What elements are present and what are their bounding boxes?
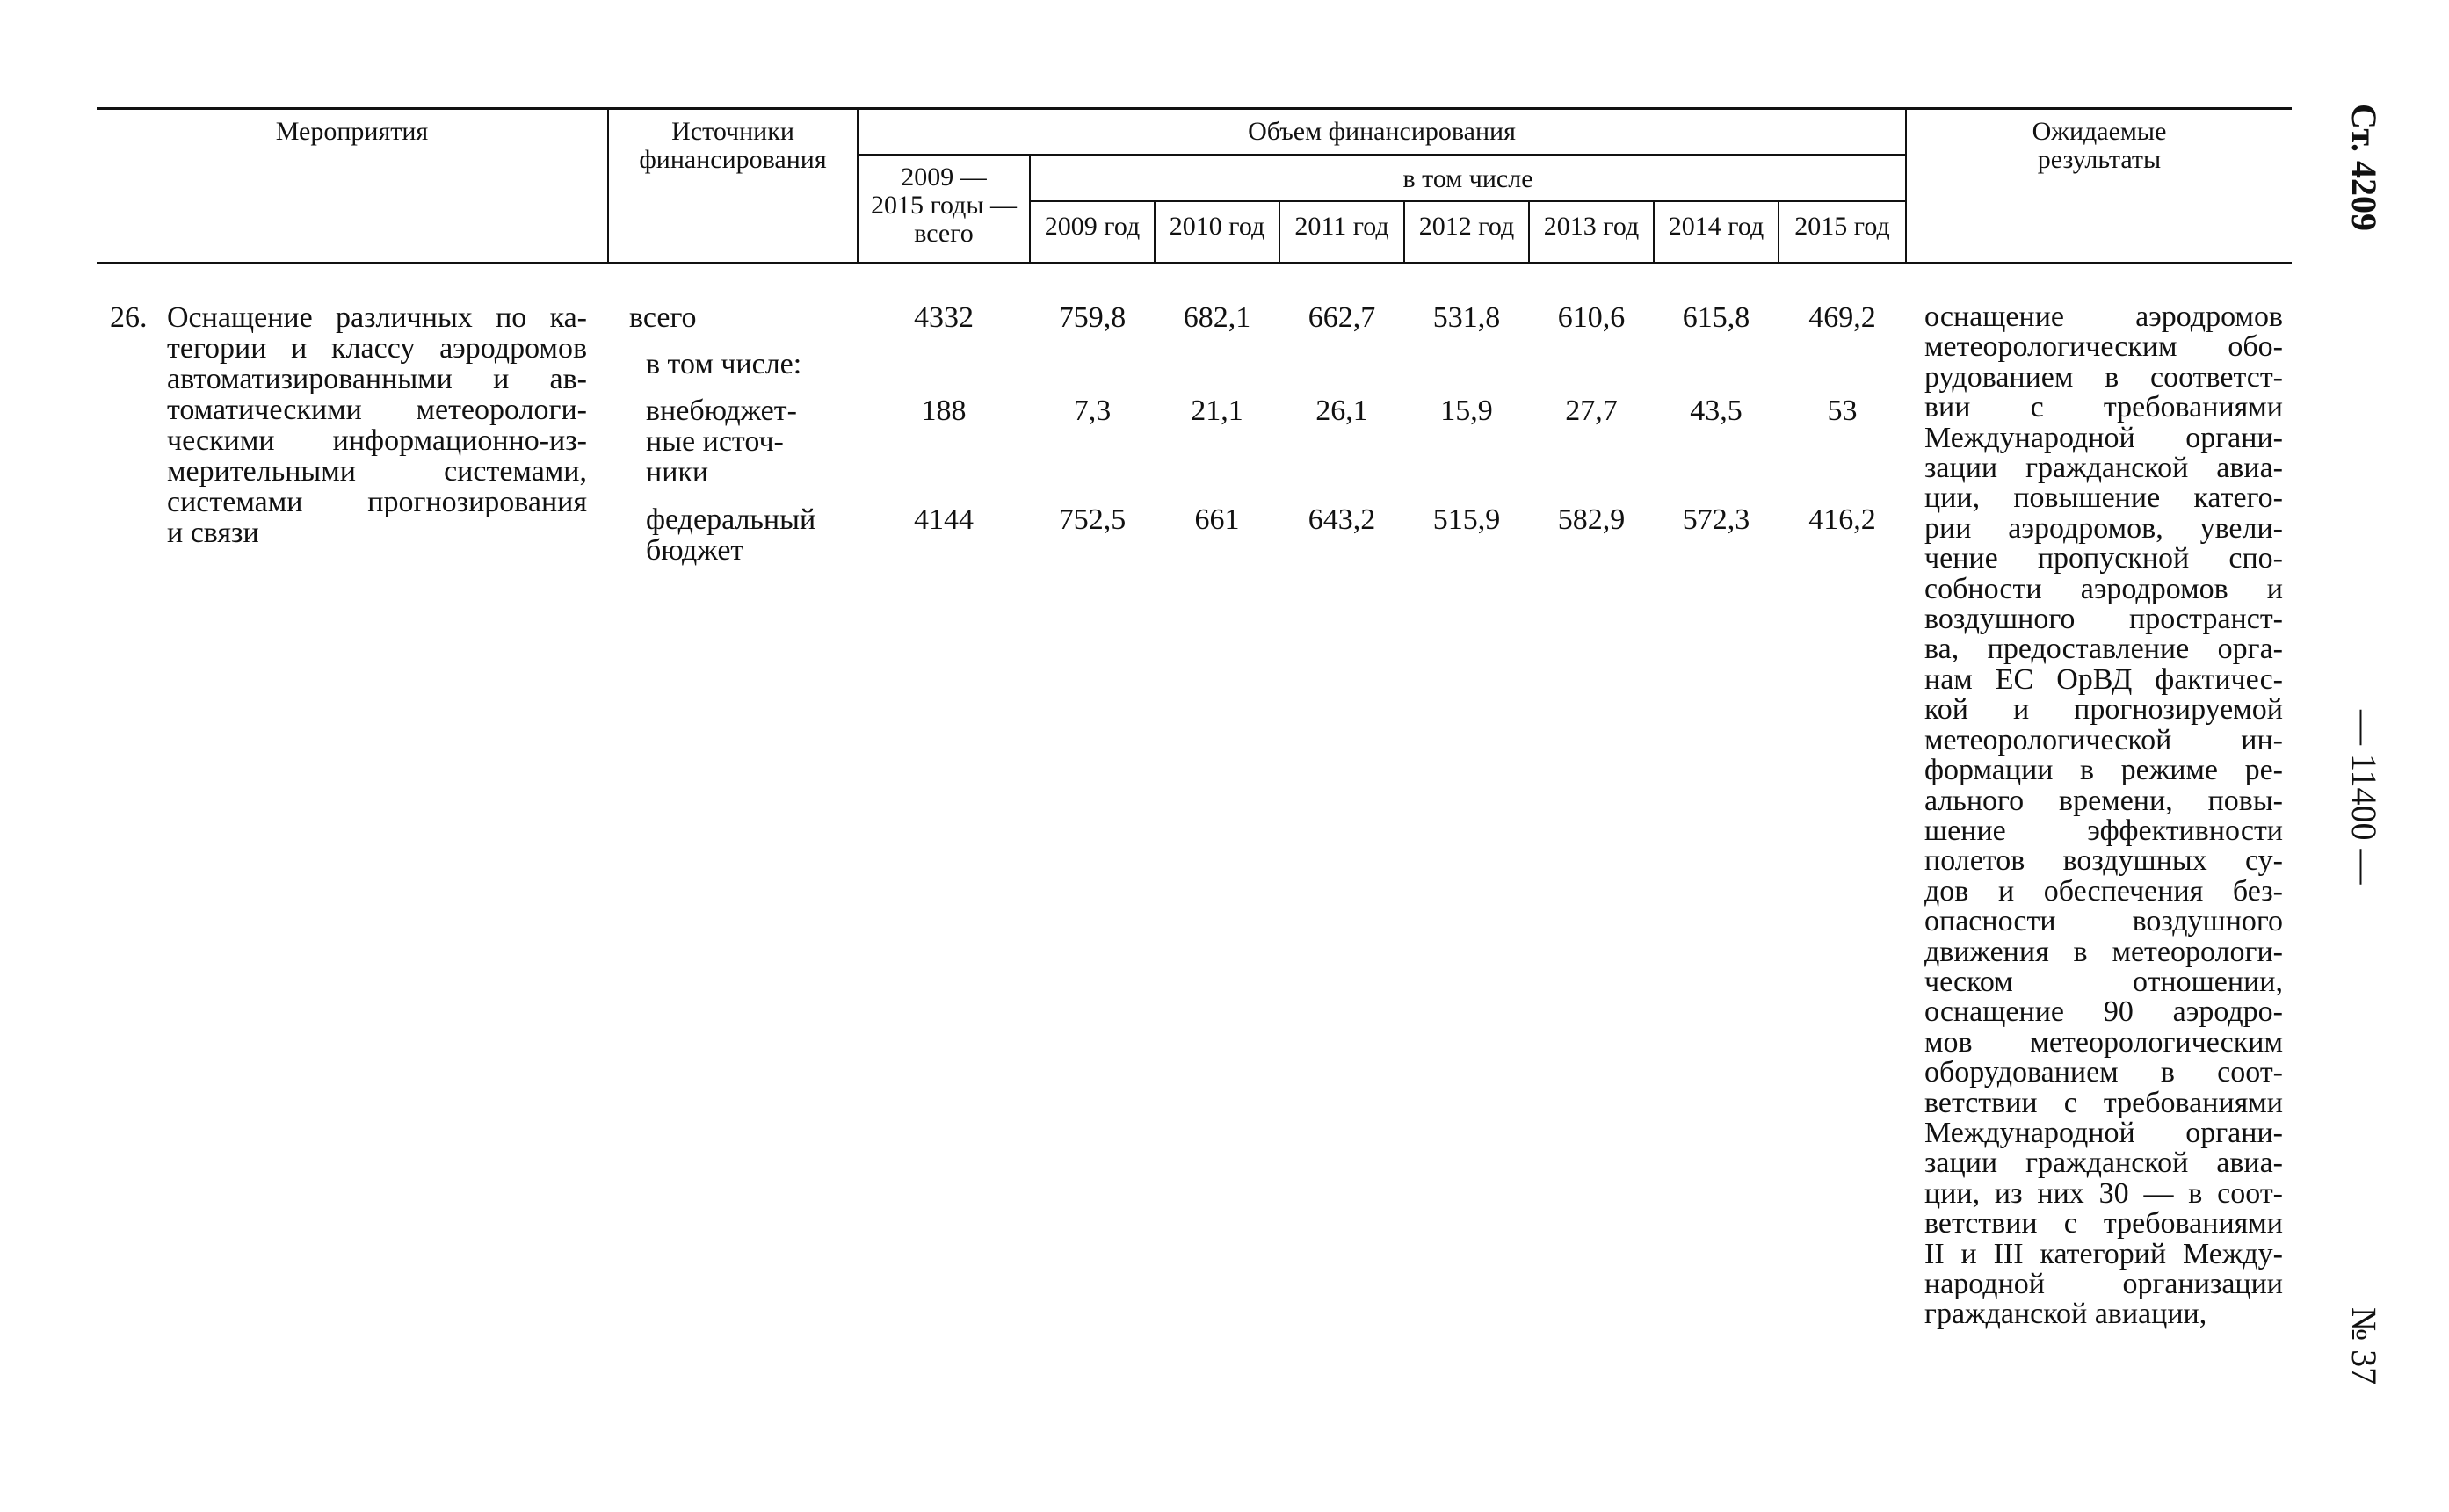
value-total-all: 4332 [914, 301, 974, 334]
table-top-rule [97, 107, 2292, 110]
value-total-2010: 682,1 [1183, 301, 1251, 334]
activity-line: Оснащение различных по ка- [167, 301, 587, 334]
value-total-2013: 610,6 [1557, 301, 1626, 334]
results-line: зации гражданской авиа- [1924, 452, 2283, 485]
source-extrabudget [646, 395, 797, 488]
header-sources-line1: Источники [671, 117, 794, 146]
value-extrabudget-all: 188 [921, 394, 967, 427]
header-year-2011: 2011 год [1294, 212, 1389, 241]
source-including: в том числе: [646, 348, 802, 380]
header-results-line1: Ожидаемые [2032, 117, 2167, 146]
value-total-2014: 615,8 [1682, 301, 1750, 334]
results-line: собности аэродромов и [1924, 572, 2283, 605]
results-line: метеорологической ин- [1924, 723, 2283, 756]
results-line: ального времени, повы- [1924, 784, 2283, 817]
results-line: рии аэродромов, увели- [1924, 511, 2283, 545]
header-year-2009: 2009 год [1044, 212, 1141, 241]
value-federal-2014: 572,3 [1682, 503, 1750, 536]
value-federal-2009: 752,5 [1058, 503, 1127, 536]
header-sources-line2: финансирования [639, 145, 827, 174]
header-rule-including [1029, 200, 1907, 202]
results-line: оснащение 90 аэродро- [1924, 995, 2283, 1029]
results-line: ва, предоставление орга- [1924, 633, 2283, 666]
value-federal-2013: 582,9 [1557, 503, 1626, 536]
activity-line: мерительными системами, [167, 455, 587, 488]
header-total [859, 163, 1029, 248]
results-line: чение пропускной спо- [1924, 542, 2283, 575]
header-year-2013: 2013 год [1543, 212, 1640, 241]
source-total: всего [629, 301, 697, 334]
results-line: опасности воздушного [1924, 905, 2283, 938]
results-line: мов метеорологическим [1924, 1025, 2283, 1059]
activity-line: ческими информационно-из- [167, 424, 587, 457]
results-line: оснащение аэродромов [1924, 300, 2283, 333]
results-line: Международной органи- [1924, 421, 2283, 454]
value-federal-2012: 515,9 [1432, 503, 1501, 536]
results-line: формации в режиме ре- [1924, 754, 2283, 787]
value-federal-2011: 643,2 [1308, 503, 1376, 536]
results-line: народной организации [1924, 1268, 2283, 1300]
results-line: ческом отношении, [1924, 965, 2283, 998]
side-page-number: — 11400 — [2344, 710, 2384, 885]
value-extrabudget-2011: 26,1 [1315, 394, 1368, 427]
header-total-line3: всего [914, 219, 974, 248]
results-line: метеорологическим обо- [1924, 330, 2283, 364]
activity-line: тегории и классу аэродромов [167, 332, 587, 365]
results-line: полетов воздушных су- [1924, 844, 2283, 878]
results-line: дов и обеспечения без- [1924, 874, 2283, 908]
source-federal-line: федеральный [646, 503, 816, 536]
value-extrabudget-2010: 21,1 [1191, 394, 1243, 427]
source-extrabudget-line: ные источ- [646, 425, 784, 458]
value-federal-2015: 416,2 [1808, 503, 1876, 536]
value-extrabudget-2015: 53 [1827, 394, 1858, 427]
value-extrabudget-2012: 15,9 [1440, 394, 1493, 427]
value-total-2012: 531,8 [1432, 301, 1501, 334]
value-extrabudget-2014: 43,5 [1690, 394, 1743, 427]
header-year-2015: 2015 год [1794, 212, 1890, 241]
value-federal-all: 4144 [914, 503, 974, 536]
results-line: движения в метеорологи- [1924, 935, 2283, 968]
header-results-line2: результаты [2037, 145, 2162, 174]
results-line: ции, из них 30 — в соот- [1924, 1176, 2283, 1210]
value-extrabudget-2009: 7,3 [1073, 394, 1112, 427]
results-line: нам ЕС ОрВД фактичес- [1924, 662, 2283, 696]
activity-text [167, 302, 587, 548]
header-results [1907, 118, 2292, 174]
activity-line: автоматизированными и ав- [167, 363, 587, 395]
header-activities: Мероприятия [275, 117, 429, 146]
header-rule-funding [857, 154, 1907, 156]
activity-line: системами прогнозирования [167, 486, 587, 518]
source-extrabudget-line: ники [646, 456, 709, 488]
header-year-2010: 2010 год [1169, 212, 1265, 241]
value-total-2015: 469,2 [1808, 301, 1876, 334]
value-total-2011: 662,7 [1308, 301, 1376, 334]
source-extrabudget-line: внебюджет- [646, 394, 797, 427]
value-federal-2010: 661 [1194, 503, 1240, 536]
side-article: Ст. 4209 [2344, 104, 2384, 231]
header-bottom-rule [97, 262, 2292, 264]
activity-line: и связи [167, 517, 259, 549]
row-number: 26. [110, 301, 148, 334]
results-line: вии с требованиями [1924, 391, 2283, 424]
value-extrabudget-2013: 27,7 [1565, 394, 1618, 427]
results-line: ветствии с требованиями [1924, 1207, 2283, 1241]
results-text [1924, 302, 2283, 1330]
results-line: рудованием в соответст- [1924, 360, 2283, 394]
side-issue: № 37 [2344, 1307, 2384, 1385]
results-line: кой и прогнозируемой [1924, 693, 2283, 727]
results-line: Международной органи- [1924, 1116, 2283, 1149]
header-sources [609, 118, 857, 174]
results-line: ветствии с требованиями [1924, 1086, 2283, 1119]
results-line: оборудованием в соот- [1924, 1056, 2283, 1089]
value-total-2009: 759,8 [1058, 301, 1127, 334]
header-including: в том числе [1402, 164, 1533, 193]
results-line: гражданской авиации, [1924, 1298, 2207, 1331]
activity-line: томатическими метеорологи- [167, 394, 587, 426]
results-line: ции, повышение катего- [1924, 481, 2283, 515]
source-federal [646, 504, 815, 566]
results-line: II и III категорий Между- [1924, 1237, 2283, 1270]
header-year-2012: 2012 год [1418, 212, 1515, 241]
source-federal-line: бюджет [646, 534, 744, 567]
header-total-line2: 2015 годы — [870, 191, 1018, 220]
results-line: шение эффективности [1924, 814, 2283, 847]
header-year-2014: 2014 год [1668, 212, 1764, 241]
header-funding: Объем финансирования [1248, 117, 1516, 146]
results-line: воздушного пространст- [1924, 603, 2283, 636]
header-total-line1: 2009 — [901, 163, 987, 192]
results-line: зации гражданской авиа- [1924, 1147, 2283, 1180]
